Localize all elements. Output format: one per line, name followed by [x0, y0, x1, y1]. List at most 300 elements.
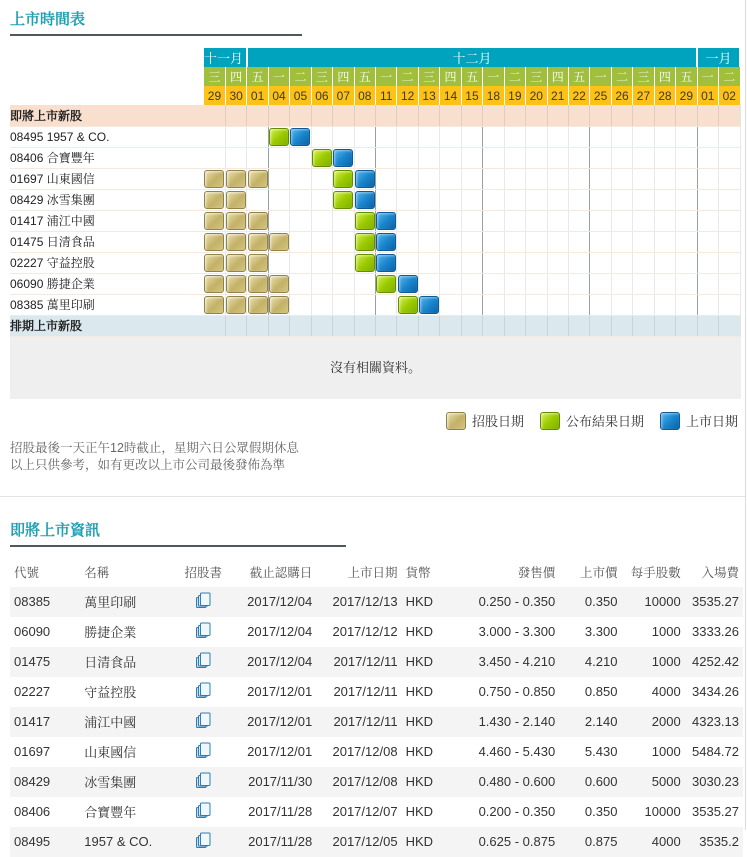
gantt-grid-cell — [376, 126, 397, 147]
gantt-grid-cell — [268, 147, 289, 168]
month-header-cell: 十一月 — [204, 48, 247, 67]
gantt-grid-cell — [440, 210, 461, 231]
section-grid-cell — [440, 315, 461, 336]
entry-fee-cell: 4323.13 — [692, 714, 739, 730]
legend-swatch-sub — [446, 412, 466, 430]
lot-size-cell: 1000 — [651, 654, 681, 670]
entry-fee-cell: 3434.26 — [692, 684, 739, 700]
info-table-body — [10, 587, 743, 857]
gantt-grid-cell — [719, 126, 741, 147]
gantt-grid-cell — [268, 252, 289, 273]
gantt-grid-cell — [483, 294, 504, 315]
gantt-grid-cell — [719, 273, 741, 294]
column-header-right: 上市價 — [579, 565, 618, 580]
gantt-grid-cell — [654, 273, 675, 294]
section-grid-cell — [719, 105, 741, 126]
stock-name-cell: 冰雪集團 — [84, 775, 137, 791]
gantt-grid-cell — [654, 189, 675, 210]
weekday-header-cell: 四 — [333, 67, 354, 86]
gantt-grid-cell — [418, 147, 439, 168]
subscription-period-marker — [204, 170, 224, 188]
gantt-grid-cell — [225, 189, 246, 210]
gantt-grid-cell — [697, 126, 718, 147]
gantt-grid-cell — [376, 189, 397, 210]
gantt-date-row — [10, 86, 740, 105]
date-header-cell: 06 — [311, 86, 332, 105]
date-header-cell: 14 — [440, 86, 461, 105]
stock-label: 01697 山東國信 — [10, 168, 204, 189]
subscription-period-marker — [226, 191, 246, 209]
date-header-cell: 07 — [333, 86, 354, 105]
stock-code-cell: 08406 — [14, 804, 51, 820]
gantt-grid-cell — [461, 273, 482, 294]
gantt-grid-cell — [354, 231, 375, 252]
gantt-grid-cell — [611, 252, 632, 273]
stock-code-cell: 02227 — [14, 684, 51, 700]
stock-name-cell: 合寶豐年 — [84, 805, 137, 821]
gantt-grid-cell — [397, 189, 418, 210]
gantt-stock-row — [10, 273, 740, 294]
weekday-header-cell: 五 — [676, 67, 697, 86]
gantt-grid-cell — [333, 294, 354, 315]
currency-cell: HKD — [405, 804, 434, 820]
gantt-grid-cell — [247, 231, 268, 252]
gantt-grid-cell — [483, 273, 504, 294]
entry-fee-cell: 3535.27 — [692, 594, 739, 610]
gantt-grid-cell — [333, 273, 354, 294]
section-grid-cell — [268, 105, 289, 126]
gantt-grid-cell — [204, 189, 225, 210]
subscription-deadline-cell: 2017/11/28 — [248, 804, 313, 820]
gantt-grid-cell — [268, 189, 289, 210]
weekday-header-cell: 二 — [397, 67, 418, 86]
date-header-cell: 20 — [526, 86, 547, 105]
gantt-grid-cell — [311, 189, 332, 210]
prospectus-cell — [176, 737, 231, 767]
date-header-cell: 28 — [654, 86, 675, 105]
gantt-grid-cell — [440, 294, 461, 315]
gantt-grid-cell — [590, 168, 611, 189]
listing-date-cell: 2017/12/07 — [332, 804, 398, 820]
result-announcement-marker — [333, 191, 353, 209]
gantt-grid-cell — [397, 126, 418, 147]
gantt-grid-cell — [397, 147, 418, 168]
gantt-grid-cell — [418, 294, 439, 315]
gantt-grid-cell — [697, 252, 718, 273]
gantt-grid-cell — [311, 273, 332, 294]
subscription-period-marker — [248, 254, 268, 272]
subscription-deadline-cell: 2017/12/01 — [247, 684, 313, 700]
weekday-header-cell: 五 — [461, 67, 482, 86]
section-grid-cell — [633, 105, 654, 126]
gantt-grid-cell — [376, 231, 397, 252]
gantt-grid-cell — [354, 273, 375, 294]
gantt-grid-cell — [719, 210, 741, 231]
subscription-period-marker — [204, 296, 224, 314]
gantt-grid-cell — [526, 252, 547, 273]
gantt-grid-cell — [676, 189, 697, 210]
lot-size-cell: 5000 — [651, 774, 681, 790]
listing-day-marker — [333, 149, 353, 167]
gantt-grid-cell — [719, 231, 741, 252]
date-header-cell: 29 — [204, 86, 225, 105]
gantt-grid-cell — [461, 168, 482, 189]
subscription-deadline-cell: 2017/12/04 — [247, 624, 313, 640]
offer-price-cell: 0.250 - 0.350 — [478, 594, 556, 610]
column-header-right: 每手股數 — [630, 565, 681, 580]
gantt-grid-cell — [225, 273, 246, 294]
upcoming-listing-table — [10, 557, 743, 857]
gantt-grid-cell — [526, 168, 547, 189]
subscription-period-marker — [204, 191, 224, 209]
offer-price-cell: 3.450 - 4.210 — [478, 654, 556, 670]
listing-date-cell: 2017/12/13 — [332, 594, 398, 610]
date-header-cell: 15 — [461, 86, 482, 105]
gantt-corner-cell — [10, 86, 204, 105]
listing-price-cell: 0.350 — [584, 804, 618, 820]
section-grid-cell — [590, 105, 611, 126]
result-announcement-marker — [398, 296, 418, 314]
prospectus-icon[interactable] — [195, 592, 212, 609]
section-grid-cell — [247, 105, 268, 126]
weekday-header-cell: 三 — [204, 67, 225, 86]
gantt-grid-cell — [590, 231, 611, 252]
gantt-grid-cell — [697, 273, 718, 294]
gantt-grid-cell — [418, 231, 439, 252]
gantt-grid-cell — [697, 231, 718, 252]
legend-label: 公布結果日期 — [565, 414, 644, 429]
upcoming-listing-info-panel — [0, 496, 745, 857]
stock-code-cell: 08385 — [14, 594, 51, 610]
gantt-grid-cell — [719, 294, 741, 315]
section-grid-cell — [676, 105, 697, 126]
section-upcoming-row-label: 即將上市新股 — [10, 105, 204, 126]
column-header-right: 上市日期 — [347, 565, 398, 580]
gantt-grid-cell — [268, 126, 289, 147]
prospectus-icon[interactable] — [195, 712, 212, 729]
info-table-row — [10, 707, 743, 737]
listing-price-cell: 3.300 — [584, 624, 618, 640]
offer-price-cell: 3.000 - 3.300 — [478, 624, 556, 640]
listing-date-cell: 2017/12/08 — [332, 774, 398, 790]
gantt-grid-cell — [268, 168, 289, 189]
section-grid-cell — [504, 315, 525, 336]
gantt-grid-cell — [225, 126, 246, 147]
subscription-period-marker — [204, 233, 224, 251]
gantt-grid-cell — [397, 210, 418, 231]
gantt-grid-cell — [376, 294, 397, 315]
gantt-grid-cell — [461, 294, 482, 315]
legend-item-lst — [660, 411, 738, 431]
gantt-grid-cell — [590, 189, 611, 210]
section-grid-cell — [504, 105, 525, 126]
stock-name-cell: 守益控股 — [84, 685, 137, 701]
gantt-grid-cell — [418, 210, 439, 231]
prospectus-cell — [176, 587, 231, 617]
gantt-grid-cell — [654, 231, 675, 252]
lot-size-cell: 10000 — [644, 804, 681, 820]
stock-label: 08429 冰雪集團 — [10, 189, 204, 210]
gantt-grid-cell — [697, 189, 718, 210]
lot-size-cell: 4000 — [651, 834, 681, 850]
info-table-row — [10, 587, 743, 617]
gantt-grid-cell — [268, 273, 289, 294]
date-header-cell: 12 — [397, 86, 418, 105]
stock-label: 08406 合寶豐年 — [10, 147, 204, 168]
column-header-left: 名稱 — [84, 565, 110, 580]
gantt-grid-cell — [397, 252, 418, 273]
gantt-grid-cell — [611, 126, 632, 147]
section-grid-cell — [568, 315, 589, 336]
section-grid-cell — [526, 105, 547, 126]
gantt-grid-cell — [526, 231, 547, 252]
lot-size-cell: 1000 — [651, 624, 681, 640]
gantt-grid-cell — [333, 168, 354, 189]
gantt-grid-cell — [547, 147, 568, 168]
gantt-grid-cell — [354, 126, 375, 147]
gantt-grid-cell — [547, 168, 568, 189]
prospectus-cell — [176, 647, 231, 677]
weekday-header-cell: 一 — [697, 67, 718, 86]
gantt-grid-cell — [590, 126, 611, 147]
gantt-grid-cell — [483, 210, 504, 231]
subscription-deadline-cell: 2017/12/04 — [247, 594, 313, 610]
subscription-period-marker — [226, 275, 246, 293]
gantt-grid-cell — [376, 147, 397, 168]
gantt-stock-row — [10, 147, 740, 168]
section-grid-cell — [611, 105, 632, 126]
date-header-cell: 22 — [568, 86, 589, 105]
subscription-period-marker — [204, 275, 224, 293]
gantt-grid-cell — [676, 147, 697, 168]
gantt-grid-cell — [204, 273, 225, 294]
section-grid-cell — [311, 315, 332, 336]
gantt-grid-cell — [676, 252, 697, 273]
section-grid-cell — [268, 315, 289, 336]
gantt-grid-cell — [611, 294, 632, 315]
gantt-grid-cell — [504, 210, 525, 231]
subscription-deadline-cell: 2017/12/04 — [247, 654, 313, 670]
entry-fee-cell: 3535.2 — [699, 834, 739, 850]
info-table-row — [10, 827, 743, 857]
subscription-period-marker — [269, 275, 289, 293]
gantt-grid-cell — [697, 210, 718, 231]
gantt-grid-cell — [461, 189, 482, 210]
subscription-period-marker — [248, 170, 268, 188]
section-grid-cell — [290, 105, 311, 126]
gantt-grid-cell — [268, 231, 289, 252]
info-table-row — [10, 737, 743, 767]
offer-price-cell: 4.460 - 5.430 — [478, 744, 556, 760]
gantt-grid-cell — [204, 126, 225, 147]
gantt-grid-cell — [354, 189, 375, 210]
prospectus-icon[interactable] — [195, 742, 212, 759]
gantt-stock-row — [10, 126, 740, 147]
gantt-grid-cell — [290, 210, 311, 231]
section-grid-cell — [483, 315, 504, 336]
subscription-period-marker — [248, 296, 268, 314]
section-scheduled-row-label: 排期上市新股 — [10, 315, 204, 336]
gantt-grid-cell — [568, 168, 589, 189]
gantt-grid-cell — [633, 210, 654, 231]
weekday-header-cell: 二 — [290, 67, 311, 86]
subscription-period-marker — [226, 254, 246, 272]
gantt-grid-cell — [568, 210, 589, 231]
result-announcement-marker — [355, 254, 375, 272]
lot-size-cell: 10000 — [644, 594, 681, 610]
prospectus-icon[interactable] — [195, 652, 212, 669]
gantt-grid-cell — [204, 210, 225, 231]
gantt-grid-cell — [418, 252, 439, 273]
listing-day-marker — [290, 128, 310, 146]
gantt-grid-cell — [633, 231, 654, 252]
subscription-deadline-cell: 2017/11/28 — [248, 834, 313, 850]
gantt-grid-cell — [633, 147, 654, 168]
gantt-grid-cell — [697, 147, 718, 168]
gantt-grid-cell — [654, 252, 675, 273]
gantt-grid-cell — [654, 210, 675, 231]
offer-price-cell: 0.200 - 0.350 — [478, 804, 556, 820]
result-announcement-marker — [355, 212, 375, 230]
entry-fee-cell: 4252.42 — [692, 654, 739, 670]
info-table-row — [10, 797, 743, 827]
subscription-period-marker — [226, 170, 246, 188]
gantt-stock-row — [10, 294, 740, 315]
gantt-grid-cell — [590, 210, 611, 231]
weekday-header-cell: 二 — [719, 67, 741, 86]
gantt-grid-cell — [568, 231, 589, 252]
gantt-grid-cell — [611, 168, 632, 189]
listing-day-marker — [398, 275, 418, 293]
gantt-grid-cell — [504, 231, 525, 252]
info-table-row — [10, 617, 743, 647]
subscription-deadline-cell: 2017/12/01 — [247, 714, 313, 730]
gantt-grid-cell — [568, 189, 589, 210]
weekday-header-cell: 四 — [225, 67, 246, 86]
date-header-cell: 11 — [376, 86, 397, 105]
prospectus-icon[interactable] — [195, 802, 212, 819]
result-announcement-marker — [312, 149, 332, 167]
info-title: 即將上市資訊 — [10, 521, 101, 539]
section-grid-cell — [654, 315, 675, 336]
gantt-grid-cell — [225, 231, 246, 252]
gantt-grid-cell — [504, 294, 525, 315]
section-grid-cell — [418, 315, 439, 336]
info-table-head — [10, 557, 743, 587]
gantt-grid-cell — [247, 189, 268, 210]
section-grid-cell — [225, 315, 246, 336]
gantt-grid-cell — [290, 273, 311, 294]
gantt-grid-cell — [311, 294, 332, 315]
section-grid-cell — [483, 105, 504, 126]
stock-label: 06090 勝捷企業 — [10, 273, 204, 294]
prospectus-icon[interactable] — [195, 772, 212, 789]
section-grid-cell — [461, 315, 482, 336]
listing-price-cell: 0.350 — [584, 594, 618, 610]
section-grid-cell — [376, 105, 397, 126]
gantt-grid-cell — [568, 273, 589, 294]
lot-size-cell: 2000 — [651, 714, 681, 730]
offer-price-cell: 0.625 - 0.875 — [478, 834, 556, 850]
gantt-grid-cell — [225, 294, 246, 315]
section-grid-cell — [247, 315, 268, 336]
listing-day-marker — [376, 233, 396, 251]
section-grid-cell — [290, 315, 311, 336]
section-grid-cell — [333, 105, 354, 126]
prospectus-cell — [176, 677, 231, 707]
gantt-grid-cell — [568, 252, 589, 273]
prospectus-icon[interactable] — [195, 832, 212, 849]
gantt-grid-cell — [311, 231, 332, 252]
gantt-weekday-row — [10, 67, 740, 86]
date-header-cell: 05 — [290, 86, 311, 105]
gantt-stock-row — [10, 189, 740, 210]
weekday-header-cell: 二 — [504, 67, 525, 86]
gantt-grid-cell — [204, 168, 225, 189]
result-announcement-marker — [333, 170, 353, 188]
gantt-grid-cell — [440, 231, 461, 252]
section-grid-cell — [654, 105, 675, 126]
prospectus-cell — [176, 797, 231, 827]
section-grid-cell — [354, 315, 375, 336]
gantt-grid-cell — [204, 231, 225, 252]
timetable-title: 上市時間表 — [10, 11, 86, 28]
date-header-cell: 25 — [590, 86, 611, 105]
section-grid-cell — [461, 105, 482, 126]
gantt-grid-cell — [311, 147, 332, 168]
subscription-deadline-cell: 2017/11/30 — [248, 774, 313, 790]
gantt-grid-cell — [290, 231, 311, 252]
gantt-grid-cell — [697, 168, 718, 189]
gantt-grid-cell — [547, 231, 568, 252]
column-header-right: 發售價 — [517, 565, 556, 580]
gantt-grid-cell — [526, 126, 547, 147]
column-header-right: 入場費 — [701, 565, 739, 580]
gantt-grid-cell — [676, 210, 697, 231]
gantt-grid-cell — [440, 168, 461, 189]
listing-price-cell: 0.600 — [584, 774, 618, 790]
gantt-grid-cell — [418, 168, 439, 189]
section-grid-cell — [418, 105, 439, 126]
gantt-grid-cell — [333, 210, 354, 231]
gantt-stock-row — [10, 231, 740, 252]
month-header-cell: 十二月 — [247, 48, 697, 67]
prospectus-icon[interactable] — [195, 682, 212, 699]
gantt-grid-cell — [504, 252, 525, 273]
column-header-left: 貨幣 — [405, 565, 431, 580]
gantt-grid-cell — [333, 147, 354, 168]
gantt-grid-cell — [440, 252, 461, 273]
gantt-grid-cell — [483, 126, 504, 147]
gantt-grid-cell — [354, 210, 375, 231]
section-grid-cell — [547, 105, 568, 126]
gantt-grid-cell — [568, 147, 589, 168]
entry-fee-cell: 3535.27 — [692, 804, 739, 820]
gantt-grid-cell — [461, 147, 482, 168]
listing-date-cell: 2017/12/12 — [332, 624, 398, 640]
prospectus-icon[interactable] — [195, 622, 212, 639]
gantt-grid-cell — [547, 126, 568, 147]
weekday-header-cell: 一 — [483, 67, 504, 86]
section-grid-cell — [676, 315, 697, 336]
gantt-grid-cell — [483, 168, 504, 189]
gantt-grid-cell — [504, 147, 525, 168]
gantt-grid-cell — [418, 126, 439, 147]
gantt-grid-cell — [268, 210, 289, 231]
weekday-header-cell: 三 — [633, 67, 654, 86]
subscription-period-marker — [269, 233, 289, 251]
gantt-grid-cell — [204, 294, 225, 315]
